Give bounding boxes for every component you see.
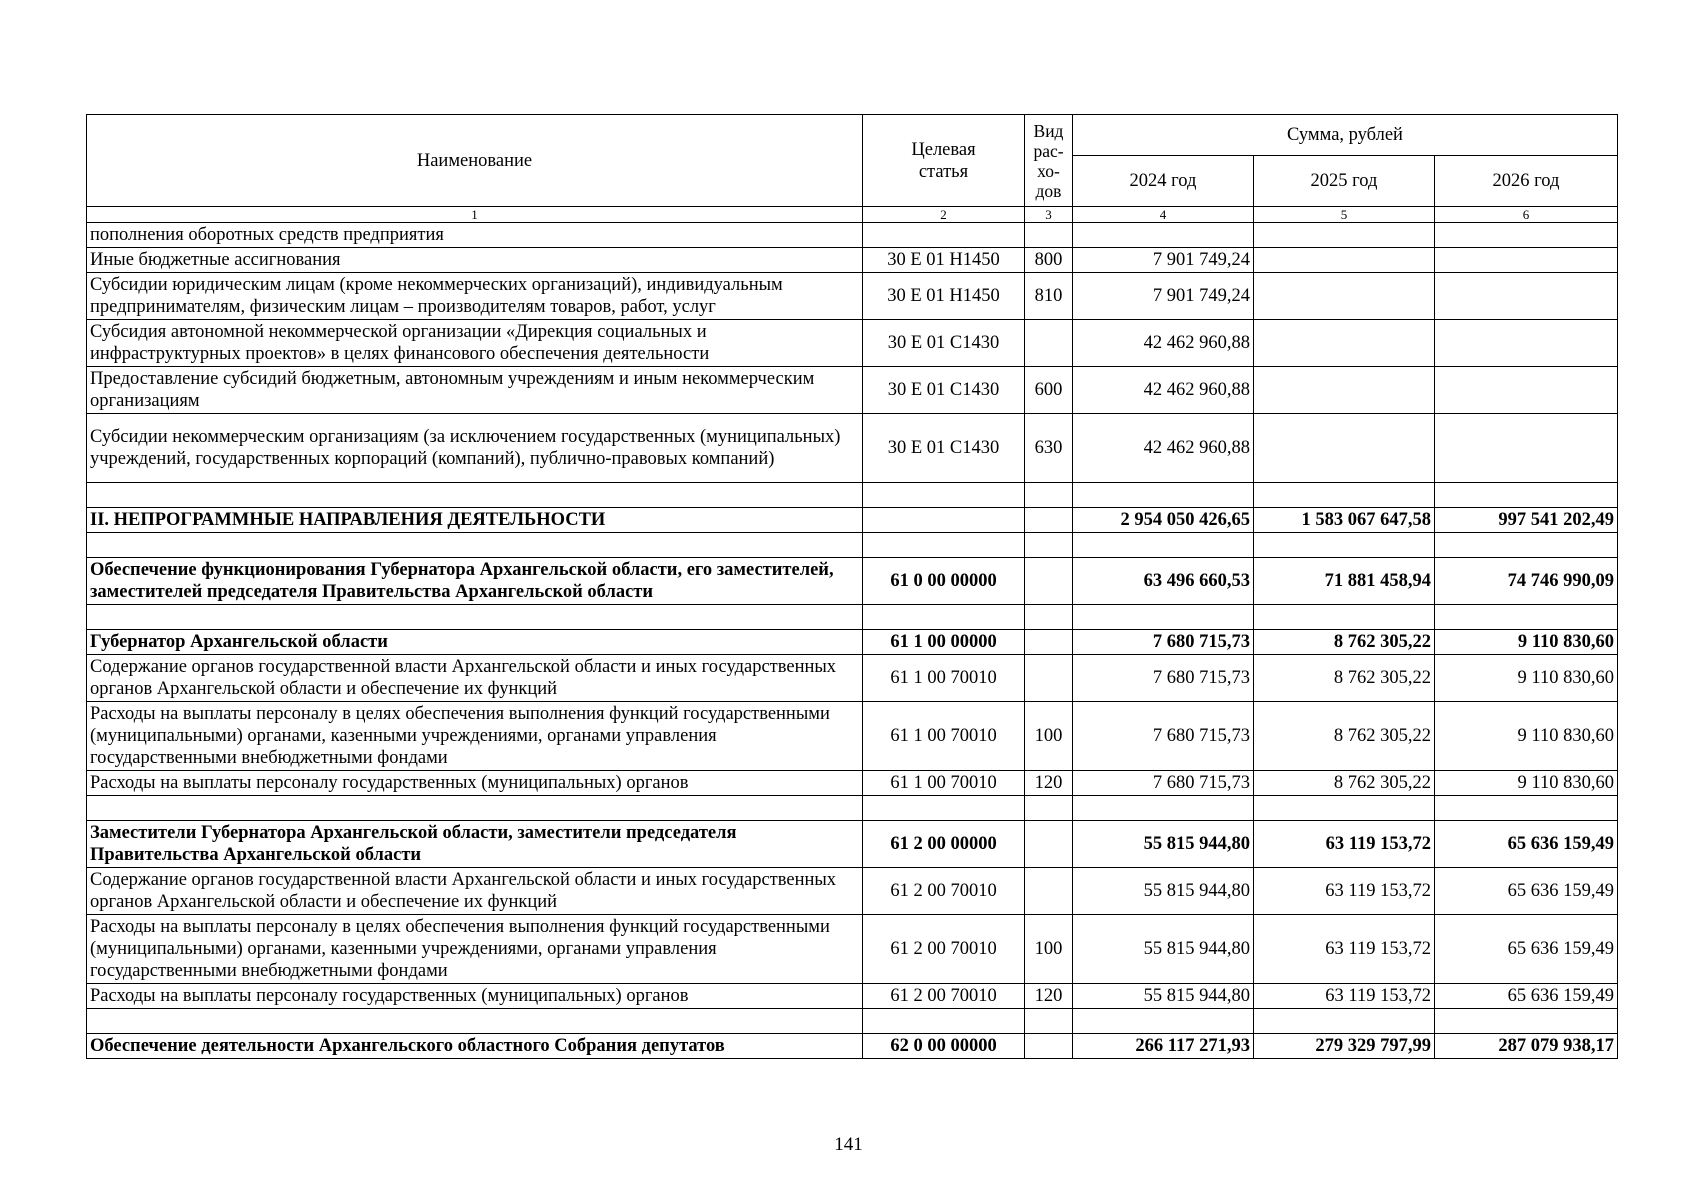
empty-cell (863, 796, 1025, 821)
row-sum-2025: 63 119 153,72 (1254, 915, 1435, 984)
row-name: Субсидии некоммерческим организациям (за исключением государственных (муниципальных) учреждений, государственных корпораций (компаний), публично-правовых компаний) (87, 414, 863, 483)
row-target-article: 61 2 00 70010 (863, 868, 1025, 915)
empty-cell (1435, 796, 1618, 821)
empty-cell (1025, 483, 1073, 508)
row-sum-2025: 8 762 305,22 (1254, 702, 1435, 771)
row-name: Субсидия автономной некоммерческой организации «Дирекция социальных и инфраструктурных проектов» в целях финансового обеспечения деятельности (87, 320, 863, 367)
table-row (87, 655, 1618, 702)
row-expense-kind: 100 (1025, 702, 1073, 771)
row-expense-kind: 600 (1025, 367, 1073, 414)
empty-cell (1073, 483, 1254, 508)
header-year-2026: 2026 год (1435, 156, 1618, 207)
row-sum-2026 (1435, 414, 1618, 483)
table-row (87, 984, 1618, 1009)
header-kind-line2: рас- (1033, 140, 1064, 161)
row-name: Расходы на выплаты персоналу государственных (муниципальных) органов (87, 984, 863, 1009)
row-name: Расходы на выплаты персоналу государственных (муниципальных) органов (87, 771, 863, 796)
empty-cell (1254, 533, 1435, 558)
row-expense-kind: 120 (1025, 984, 1073, 1009)
table-row (87, 320, 1618, 367)
empty-cell (87, 483, 863, 508)
empty-cell (1254, 1009, 1435, 1034)
row-sum-2024: 7 680 715,73 (1073, 630, 1254, 655)
row-sum-2024: 2 954 050 426,65 (1073, 508, 1254, 533)
table-row (87, 273, 1618, 320)
row-expense-kind (1025, 558, 1073, 605)
section-row (87, 630, 1618, 655)
header-row-top (87, 115, 1618, 156)
row-sum-2026: 65 636 159,49 (1435, 868, 1618, 915)
empty-row (87, 533, 1618, 558)
row-sum-2024: 7 901 749,24 (1073, 273, 1254, 320)
empty-cell (1025, 796, 1073, 821)
row-target-article (863, 508, 1025, 533)
table-header (87, 115, 1618, 223)
row-target-article: 61 1 00 00000 (863, 630, 1025, 655)
row-name: Расходы на выплаты персоналу в целях обеспечения выполнения функций государственными (муниципальными) органами, казенными учреждениями, органами управления государственными внебюджетными фондами (87, 702, 863, 771)
row-target-article: 61 1 00 70010 (863, 702, 1025, 771)
row-sum-2026: 9 110 830,60 (1435, 771, 1618, 796)
table-row (87, 414, 1618, 483)
row-sum-2025 (1254, 223, 1435, 248)
row-target-article (863, 223, 1025, 248)
row-name: Обеспечение деятельности Архангельского областного Собрания депутатов (87, 1034, 863, 1059)
header-target-article (863, 115, 1025, 207)
column-number: 6 (1435, 207, 1618, 223)
empty-cell (1254, 483, 1435, 508)
row-expense-kind (1025, 223, 1073, 248)
empty-cell (87, 605, 863, 630)
table-row (87, 915, 1618, 984)
row-sum-2024: 266 117 271,93 (1073, 1034, 1254, 1059)
row-sum-2025 (1254, 273, 1435, 320)
header-year-2024: 2024 год (1073, 156, 1254, 207)
row-expense-kind: 630 (1025, 414, 1073, 483)
row-target-article: 30 Е 01 Н1450 (863, 248, 1025, 273)
header-year-2025: 2025 год (1254, 156, 1435, 207)
row-sum-2024: 42 462 960,88 (1073, 414, 1254, 483)
empty-cell (1025, 605, 1073, 630)
row-name: II. НЕПРОГРАММНЫЕ НАПРАВЛЕНИЯ ДЕЯТЕЛЬНОСТИ (87, 508, 863, 533)
header-code-line1: Целевая (911, 139, 976, 160)
empty-cell (1025, 533, 1073, 558)
row-expense-kind: 120 (1025, 771, 1073, 796)
row-name: пополнения оборотных средств предприятия (87, 223, 863, 248)
column-number: 1 (87, 207, 863, 223)
row-expense-kind (1025, 320, 1073, 367)
table-row (87, 223, 1618, 248)
empty-cell (1073, 605, 1254, 630)
row-expense-kind (1025, 508, 1073, 533)
row-sum-2025 (1254, 414, 1435, 483)
row-sum-2024: 55 815 944,80 (1073, 868, 1254, 915)
empty-cell (1435, 533, 1618, 558)
row-name: Иные бюджетные ассигнования (87, 248, 863, 273)
empty-row (87, 796, 1618, 821)
row-sum-2024: 55 815 944,80 (1073, 915, 1254, 984)
row-sum-2024: 42 462 960,88 (1073, 367, 1254, 414)
table-body (87, 223, 1618, 1059)
row-target-article: 61 1 00 70010 (863, 655, 1025, 702)
empty-row (87, 1009, 1618, 1034)
row-name: Расходы на выплаты персоналу в целях обеспечения выполнения функций государственными (муниципальными) органами, казенными учреждениями, органами управления государственными внебюджетными фондами (87, 915, 863, 984)
row-name: Содержание органов государственной власти Архангельской области и иных государственных органов Архангельской области и обеспечение их функций (87, 868, 863, 915)
row-expense-kind (1025, 1034, 1073, 1059)
row-expense-kind: 800 (1025, 248, 1073, 273)
row-sum-2024: 7 680 715,73 (1073, 655, 1254, 702)
row-target-article: 61 2 00 70010 (863, 984, 1025, 1009)
row-sum-2025 (1254, 320, 1435, 367)
row-sum-2026: 65 636 159,49 (1435, 984, 1618, 1009)
empty-cell (87, 1009, 863, 1034)
table-row (87, 868, 1618, 915)
table-row (87, 367, 1618, 414)
row-name: Обеспечение функционирования Губернатора Архангельской области, его заместителей, заместителей председателя Правительства Архангельской области (87, 558, 863, 605)
header-expense-kind (1025, 115, 1073, 207)
empty-cell (1073, 796, 1254, 821)
row-sum-2024 (1073, 223, 1254, 248)
row-sum-2026 (1435, 248, 1618, 273)
row-expense-kind: 810 (1025, 273, 1073, 320)
row-name: Предоставление субсидий бюджетным, автономным учреждениям и иным некоммерческим организациям (87, 367, 863, 414)
row-target-article: 30 Е 01 Н1450 (863, 273, 1025, 320)
row-sum-2025: 279 329 797,99 (1254, 1034, 1435, 1059)
row-sum-2025: 8 762 305,22 (1254, 655, 1435, 702)
row-target-article: 61 2 00 70010 (863, 915, 1025, 984)
row-expense-kind: 100 (1025, 915, 1073, 984)
empty-cell (87, 533, 863, 558)
empty-row (87, 483, 1618, 508)
row-target-article: 62 0 00 00000 (863, 1034, 1025, 1059)
row-sum-2026: 9 110 830,60 (1435, 655, 1618, 702)
column-number: 2 (863, 207, 1025, 223)
section-row (87, 558, 1618, 605)
empty-cell (1435, 483, 1618, 508)
header-kind-line4: дов (1035, 180, 1062, 201)
row-sum-2025 (1254, 367, 1435, 414)
empty-cell (1025, 1009, 1073, 1034)
row-sum-2026: 65 636 159,49 (1435, 821, 1618, 868)
row-target-article: 61 0 00 00000 (863, 558, 1025, 605)
row-sum-2026 (1435, 223, 1618, 248)
header-code-line2: статья (918, 161, 969, 182)
row-name: Заместители Губернатора Архангельской области, заместители председателя Правительства Архангельской области (87, 821, 863, 868)
row-sum-2026: 287 079 938,17 (1435, 1034, 1618, 1059)
row-sum-2026: 65 636 159,49 (1435, 915, 1618, 984)
row-sum-2024: 7 901 749,24 (1073, 248, 1254, 273)
table-row (87, 248, 1618, 273)
row-sum-2026: 997 541 202,49 (1435, 508, 1618, 533)
row-sum-2025: 1 583 067 647,58 (1254, 508, 1435, 533)
table-row (87, 771, 1618, 796)
row-name: Содержание органов государственной власти Архангельской области и иных государственных органов Архангельской области и обеспечение их функций (87, 655, 863, 702)
row-target-article: 61 1 00 70010 (863, 771, 1025, 796)
row-sum-2025: 71 881 458,94 (1254, 558, 1435, 605)
row-sum-2026 (1435, 320, 1618, 367)
row-sum-2024: 42 462 960,88 (1073, 320, 1254, 367)
empty-cell (1073, 1009, 1254, 1034)
empty-cell (1254, 605, 1435, 630)
empty-cell (1435, 605, 1618, 630)
row-expense-kind (1025, 630, 1073, 655)
row-sum-2025: 63 119 153,72 (1254, 821, 1435, 868)
empty-cell (1254, 796, 1435, 821)
row-sum-2024: 55 815 944,80 (1073, 821, 1254, 868)
row-target-article: 30 Е 01 С1430 (863, 367, 1025, 414)
row-expense-kind (1025, 821, 1073, 868)
row-name: Субсидии юридическим лицам (кроме некоммерческих организаций), индивидуальным предпринимателям, физическим лицам – производителям товаров, работ, услуг (87, 273, 863, 320)
row-sum-2026: 9 110 830,60 (1435, 702, 1618, 771)
empty-cell (87, 796, 863, 821)
header-sum: Сумма, рублей (1073, 115, 1618, 156)
table-row (87, 702, 1618, 771)
empty-cell (863, 483, 1025, 508)
row-sum-2024: 63 496 660,53 (1073, 558, 1254, 605)
row-sum-2025: 63 119 153,72 (1254, 868, 1435, 915)
empty-cell (863, 1009, 1025, 1034)
header-name: Наименование (87, 115, 863, 207)
row-sum-2024: 55 815 944,80 (1073, 984, 1254, 1009)
row-sum-2026: 9 110 830,60 (1435, 630, 1618, 655)
row-sum-2025: 63 119 153,72 (1254, 984, 1435, 1009)
row-expense-kind (1025, 655, 1073, 702)
column-number: 4 (1073, 207, 1254, 223)
column-number: 5 (1254, 207, 1435, 223)
row-target-article: 30 Е 01 С1430 (863, 320, 1025, 367)
row-target-article: 61 2 00 00000 (863, 821, 1025, 868)
row-sum-2025 (1254, 248, 1435, 273)
row-sum-2024: 7 680 715,73 (1073, 771, 1254, 796)
row-sum-2026 (1435, 273, 1618, 320)
section-row (87, 821, 1618, 868)
empty-cell (1073, 533, 1254, 558)
row-sum-2024: 7 680 715,73 (1073, 702, 1254, 771)
section-row (87, 1034, 1618, 1059)
row-sum-2025: 8 762 305,22 (1254, 771, 1435, 796)
row-expense-kind (1025, 868, 1073, 915)
section-total-row (87, 508, 1618, 533)
row-sum-2026: 74 746 990,09 (1435, 558, 1618, 605)
budget-table (86, 114, 1618, 1059)
header-kind-line3: хо- (1037, 160, 1060, 181)
empty-cell (863, 605, 1025, 630)
column-numbers-row (87, 207, 1618, 223)
empty-row (87, 605, 1618, 630)
header-kind-line1: Вид (1033, 120, 1064, 141)
page-number: 141 (834, 1134, 863, 1155)
row-sum-2025: 8 762 305,22 (1254, 630, 1435, 655)
empty-cell (863, 533, 1025, 558)
row-target-article: 30 Е 01 С1430 (863, 414, 1025, 483)
column-number: 3 (1025, 207, 1073, 223)
row-name: Губернатор Архангельской области (87, 630, 863, 655)
row-sum-2026 (1435, 367, 1618, 414)
empty-cell (1435, 1009, 1618, 1034)
